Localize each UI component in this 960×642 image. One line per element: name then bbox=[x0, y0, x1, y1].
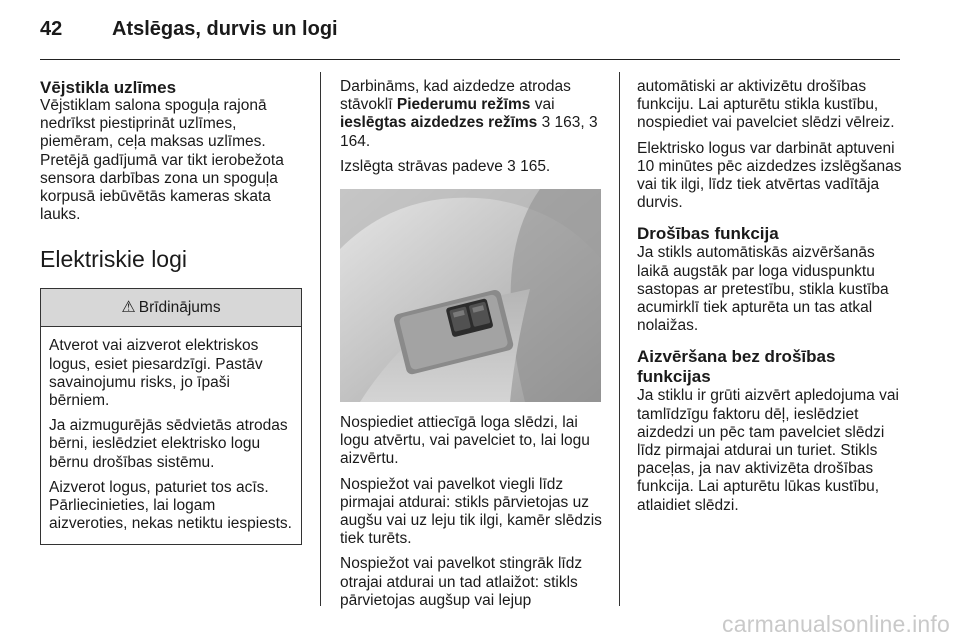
first-detent-paragraph: Nospiežot vai pavelkot viegli līdz pirmajai atdurai: stikls pārvietojas uz augšu vai uz leju tik ilgi, kamēr slēdzis tiek turēts. bbox=[340, 475, 602, 548]
header-divider bbox=[40, 59, 900, 60]
operating-conditions-paragraph bbox=[340, 78, 604, 151]
warning-paragraph-3: Aizverot logus, paturiet tos acīs. Pārliecinieties, lai logam aizveroties, nekas netiktu iespiests. bbox=[49, 478, 292, 533]
section-title-closing-without-safety: Aizvēršana bez drošības funkcijas bbox=[637, 347, 836, 387]
warning-paragraph-2: Ja aizmugurējās sēdvietās atrodas bērni, ieslēdziet elektrisko logu bērnu drošības sistēmu. bbox=[49, 417, 288, 471]
accessory-mode-label: Piederumu režīms bbox=[396, 96, 531, 114]
warning-header bbox=[41, 289, 301, 327]
switch-instruction-paragraph: Nospiediet attiecīgā loga slēdzi, lai logu atvērtu, vai pavelciet to, lai logu aizvērtu. bbox=[340, 414, 590, 468]
warning-label: Brīdinājums bbox=[138, 298, 221, 316]
column-1 bbox=[40, 78, 302, 545]
ignition-on-mode-label: ieslēgtas aizdedzes režīms bbox=[340, 114, 538, 132]
page-number: 42 bbox=[40, 18, 63, 40]
column-divider-1 bbox=[320, 72, 321, 606]
page-reference: 3 163, 3 164. bbox=[340, 114, 598, 150]
window-switch-photo bbox=[340, 189, 601, 402]
page-header bbox=[40, 18, 338, 48]
warning-body bbox=[41, 327, 301, 544]
auto-continuation-paragraph: automātiski ar aktivizētu drošības funkciju. Lai apturētu stikla kustību, nospiediet vai pavelciet slēdzi vēlreiz. bbox=[637, 78, 895, 132]
after-ignition-paragraph: Elektrisko logus var darbināt aptuveni 10 minūtes pēc aizdedzes izslēgšanas vai tik ilgi, līdz tiek atvērtas vadītāja durvis. bbox=[637, 139, 902, 212]
text-run: vai bbox=[530, 96, 555, 114]
power-off-paragraph: Izslēgta strāvas padeve 3 165. bbox=[340, 157, 551, 175]
warning-box bbox=[40, 288, 302, 545]
section-title-power-windows: Elektriskie logi bbox=[40, 246, 187, 273]
section-title-windshield-stickers: Vējstikla uzlīmes bbox=[40, 78, 177, 97]
section-body-closing-without-safety: Ja stiklu ir grūti aizvērt apledojuma vai tamlīdzīgu faktoru dēļ, ieslēdziet aizdedzi un pēc tam pavelciet slēdzi līdz pirmajai atdurai un turiet. Stikls paceļas, ja nav aktivizēta drošības funkcija. Lai apturētu lūkas kustību, atlaidiet slēdzi. bbox=[637, 387, 899, 514]
column-2 bbox=[340, 78, 604, 617]
column-3 bbox=[637, 78, 902, 522]
page-title: Atslēgas, durvis un logi bbox=[112, 18, 338, 40]
second-detent-paragraph: Nospiežot vai pavelkot stingrāk līdz otrajai atdurai un tad atlaižot: stikls pārvietojas augšup vai lejup bbox=[340, 555, 583, 609]
watermark: carmanualsonline.info bbox=[722, 611, 950, 637]
text-run: Darbināms, kad aizdedze atrodas stāvoklī bbox=[340, 78, 571, 114]
warning-paragraph-1: Atverot vai aizverot elektriskos logus, esiet piesardzīgi. Pastāv savainojumu risks, jo īpaši bērniem. bbox=[49, 337, 263, 410]
section-title-safety-function: Drošības funkcija bbox=[637, 224, 779, 244]
section-body-windshield-stickers: Vējstiklam salona spoguļa rajonā nedrīkst piestiprināt uzlīmes, piemēram, ceļa maksas uzlīmes. Pretējā gadījumā var tikt ierobežota sensora darbības zona un spoguļa korpusā iebūvētās kameras skata lauks. bbox=[40, 97, 284, 224]
section-body-safety-function: Ja stikls automātiskās aizvēršanās laikā augstāk par loga viduspunktu sastopas ar pretestību, stikla kustība acumirklī tiek apturēta un tas atkal nolaižas. bbox=[637, 244, 889, 335]
door-panel-illustration bbox=[340, 189, 601, 402]
warning-triangle-icon: ⚠ bbox=[121, 298, 136, 316]
column-divider-2 bbox=[619, 72, 620, 606]
